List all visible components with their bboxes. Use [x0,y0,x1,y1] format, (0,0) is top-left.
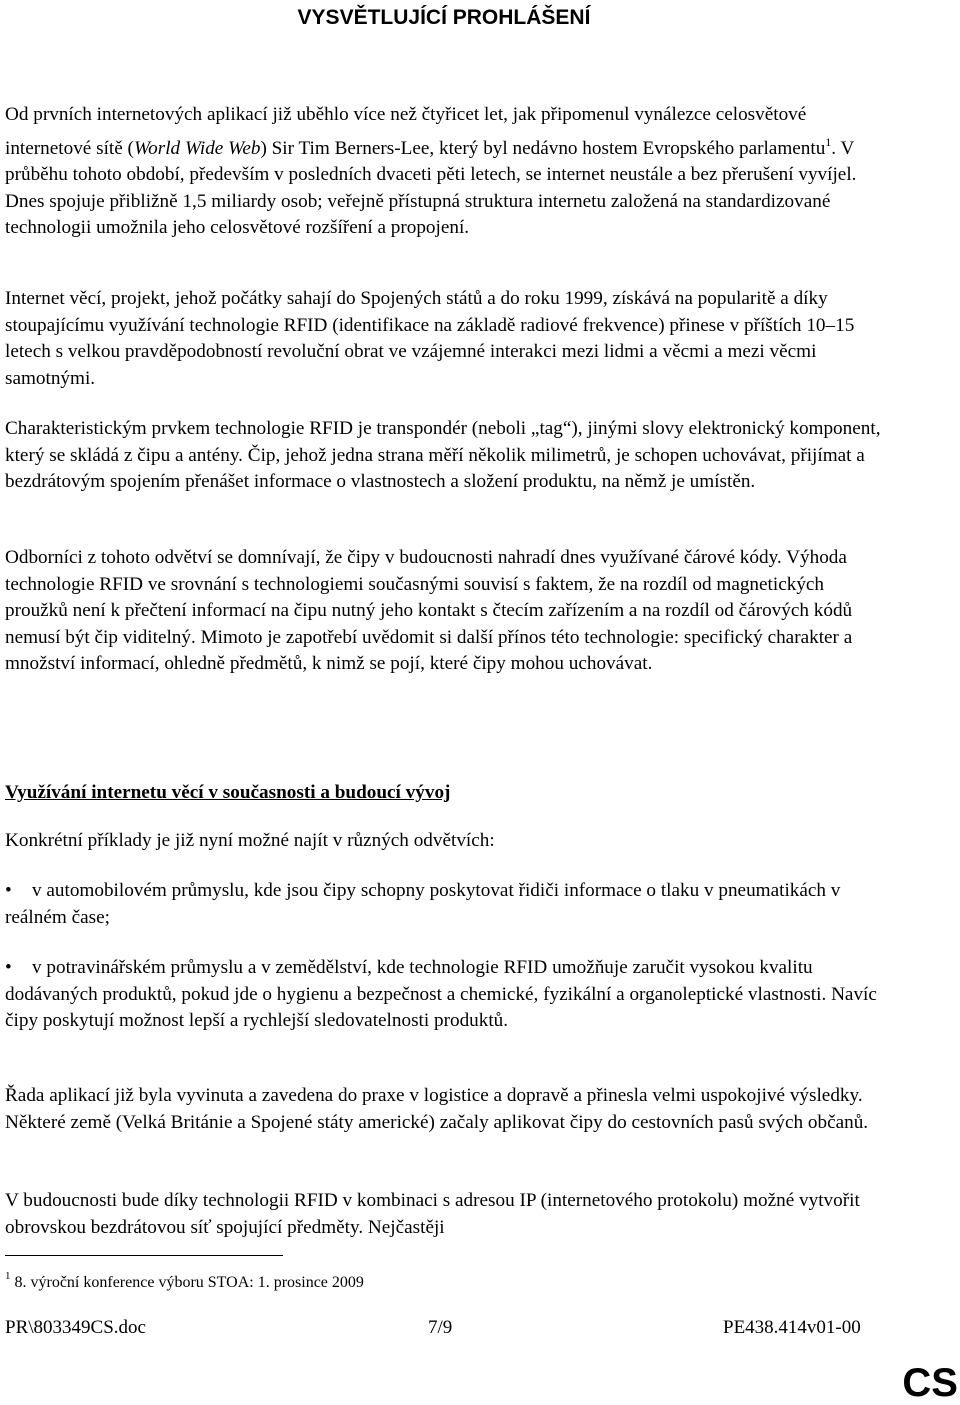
paragraph-future: V budoucnosti bude díky technologii RFID v kombinaci s adresou IP (internetového protokolu) možné vytvořit obrovskou bezdrátovou síť spojující předměty. Nejčastěji [5,1190,860,1238]
list-item [5,955,885,1035]
paragraph-internet-of-things: Internet věcí, projekt, jehož počátky sahají do Spojených států a do roku 1999, získává na popularitě a díky stoupajícímu využívání technologie RFID (identifikace na základě radiové frekvence) přinese v příštích 10–15 letech s velkou pravděpodobností revoluční obrat ve vzájemné interakci mezi lidmi a věcmi a mezi věcmi samotnými. [5,288,855,389]
intro-paragraph [5,102,885,242]
footnote-text: 8. výroční konference výboru STOA: 1. prosince 2009 [14,1274,364,1291]
bullet-marker: • [5,880,12,901]
intro-italic-term: World Wide Web [133,137,261,159]
intro-text-2: ) Sir Tim Berners-Lee, který byl nedávno hostem Evropského parlamentu [260,137,826,159]
intro-text-1: Od prvních internetových aplikací již uběhlo více než čtyřicet let, jak připomenul vynálezce celosvětové internetové sítě ( [5,104,807,159]
footer-page-number: 7/9 [428,1317,453,1338]
language-code: CS [902,1361,958,1405]
footnote-reference: 1 [825,134,832,149]
footer-pe-reference: PE438.414v01-00 [723,1317,861,1338]
list-item-text: v potravinářském průmyslu a v zemědělství, kde technologie RFID umožňuje zaručit vysokou kvalitu dodávaných produktů, pokud jde o hygienu a bezpečnost a chemické, fyzikální a organoleptické vlastnosti. Navíc čipy poskytují možnost lepší a rychlejší sledovatelnosti produktů. [5,957,877,1031]
page-title: VYSVĚTLUJÍCÍ PROHLÁŠENÍ [297,6,591,29]
footnote [5,1266,364,1293]
intro-text-3: . V průběhu tohoto období, především v posledních dvaceti pěti letech, se internet neustále a bez přerušení vyvíjel. Dnes spojuje přibližně 1,5 miliardy osob; veřejně přístupná struktura internetu založená na standardizované technologii umožnila jeho celosvětové rozšíření a propojení. [5,137,857,238]
footnote-separator [5,1255,283,1256]
section-intro: Konkrétní příklady je již nyní možné najít v různých odvětvích: [5,830,495,851]
paragraph-applications: Řada aplikací již byla vyvinuta a zavedena do praxe v logistice a dopravě a přinesla velmi uspokojivé výsledky. Některé země (Velká Británie a Spojené státy americké) začaly aplikovat čipy do cestovních pasů svých občanů. [5,1085,869,1133]
list-item [5,878,885,931]
list-item-text: v automobilovém průmyslu, kde jsou čipy schopny poskytovat řidiči informace o tlaku v pneumatikách v reálném čase; [5,880,841,928]
footnote-number: 1 [5,1270,11,1282]
paragraph-rfid-transponder: Charakteristickým prvkem technologie RFID je transpondér (neboli „tag“), jinými slovy elektronický komponent, který se skládá z čipu a antény. Čip, jehož jedna strana měří několik milimetrů, je schopen uchovávat, přijímat a bezdrátovým spojením přenášet informace o vlastnostech a složení produktu, na němž je umístěn. [5,418,881,492]
footer-doc-reference: PR\803349CS.doc [5,1317,146,1338]
bullet-marker: • [5,957,12,978]
section-heading: Využívání internetu věcí v současnosti a budoucí vývoj [5,782,451,803]
paragraph-barcodes: Odborníci z tohoto odvětví se domnívají, že čipy v budoucnosti nahradí dnes využívané čárové kódy. Výhoda technologie RFID ve srovnání s technologiemi současnými souvisí s faktem, že na rozdíl od magnetických proužků není k přečtení informací na čipu nutný jeho kontakt s čtecím zařízením a na rozdíl od čárových kódů nemusí být čip viditelný. Mimoto je zapotřebí uvědomit si další přínos této technologie: specifický charakter a množství informací, ohledně předmětů, k nimž se pojí, které čipy mohou uchovávat. [5,547,853,674]
